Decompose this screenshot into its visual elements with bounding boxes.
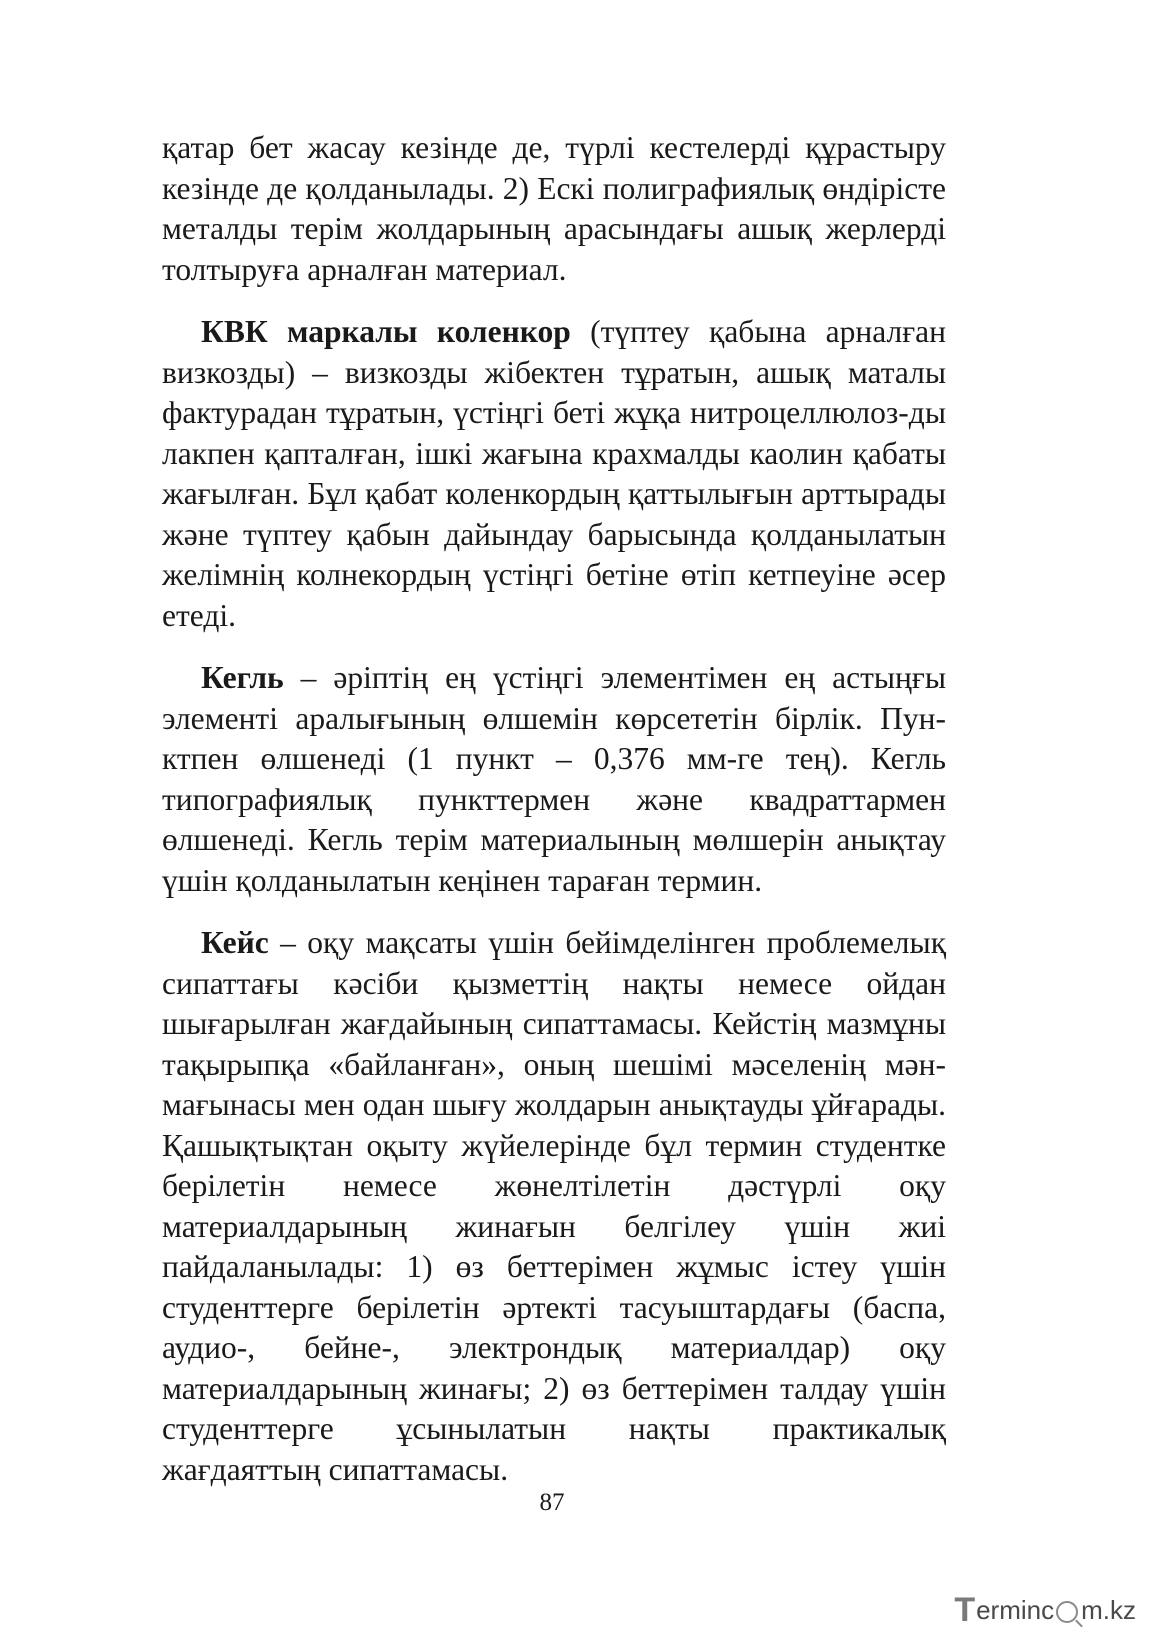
entry-term: Кейс [201,925,269,960]
entry-kegl [162,658,946,901]
entry-keys [162,923,946,1490]
paragraph-continuation [162,128,946,290]
watermark-lead-letter: T [954,1590,976,1629]
page-body [162,128,946,1512]
watermark-text-before: erminc [976,1594,1055,1625]
entry-definition: – әріптің ең үстіңгі элементімен ең астыңғы элементі аралығының өлшемін көрсететін бірлік. Пун-ктпен өлшенеді (1 пункт – 0,376 мм-ге тең). Кегль типографиялық пункттермен және квадраттармен өлшенеді. Кегль терім материалының мөлшерін анықтау үшін қолданылатын кеңінен тараған термин. [162,660,946,898]
watermark-text-after: m.kz [1081,1594,1136,1625]
termincom-watermark [954,1590,1136,1630]
paragraph-text: қатар бет жасау кезінде де, түрлі кестелерді құрастыру кезінде де қолданылады. 2) Ескі полиграфиялық өндірісте металды терім жолдарының арасындағы ашық жерлерді толтыруға арналған материал. [162,130,946,287]
entry-definition: – оқу мақсаты үшін бейімделінген проблемелық сипаттағы кәсіби қызметтің нақты немесе ойдан шығарылған жағдайының сипаттамасы. Кейстің мазмұны тақырыпқа «байланған», оның шешімі мәселенің мән-мағынасы мен одан шығу жолдарын анықтауды ұйғарады. Қашықтықтан оқыту жүйелерінде бұл термин студентке берілетін немесе жөнелтілетін дәстүрлі оқу материалдарының жинағын белгілеу үшін жиі пайдаланылады: 1) өз беттерімен жұмыс істеу үшін студенттерге берілетін әртекті тасуыштардағы (баспа, аудио-, бейне-, электрондық материалдар) оқу материалдарының жинағы; 2) өз беттерімен талдау үшін студенттерге ұсынылатын нақты практикалық жағдаяттың сипаттамасы. [162,925,946,1487]
entry-term: КВК маркалы коленкор [201,314,571,349]
page-number: 87 [539,1489,565,1516]
entry-kvk-kolenkor [162,312,946,636]
entry-term: Кегль [201,660,284,695]
entry-definition: (түптеу қабына арналған визкозды) – визкозды жібектен тұратын, ашық маталы фактурадан тұратын, үстіңгі беті жұқа нитроцеллюлоз-ды лакпен қапталған, ішкі жағына крахмалды каолин қабаты жағылған. Бұл қабат коленкордың қаттылығын арттырады және түптеу қабын дайындау барысында қолданылатын желімнің колнекордың үстіңгі бетіне өтіп кетпеуіне әсер етеді. [162,314,947,633]
magnifier-icon [1056,1601,1078,1623]
